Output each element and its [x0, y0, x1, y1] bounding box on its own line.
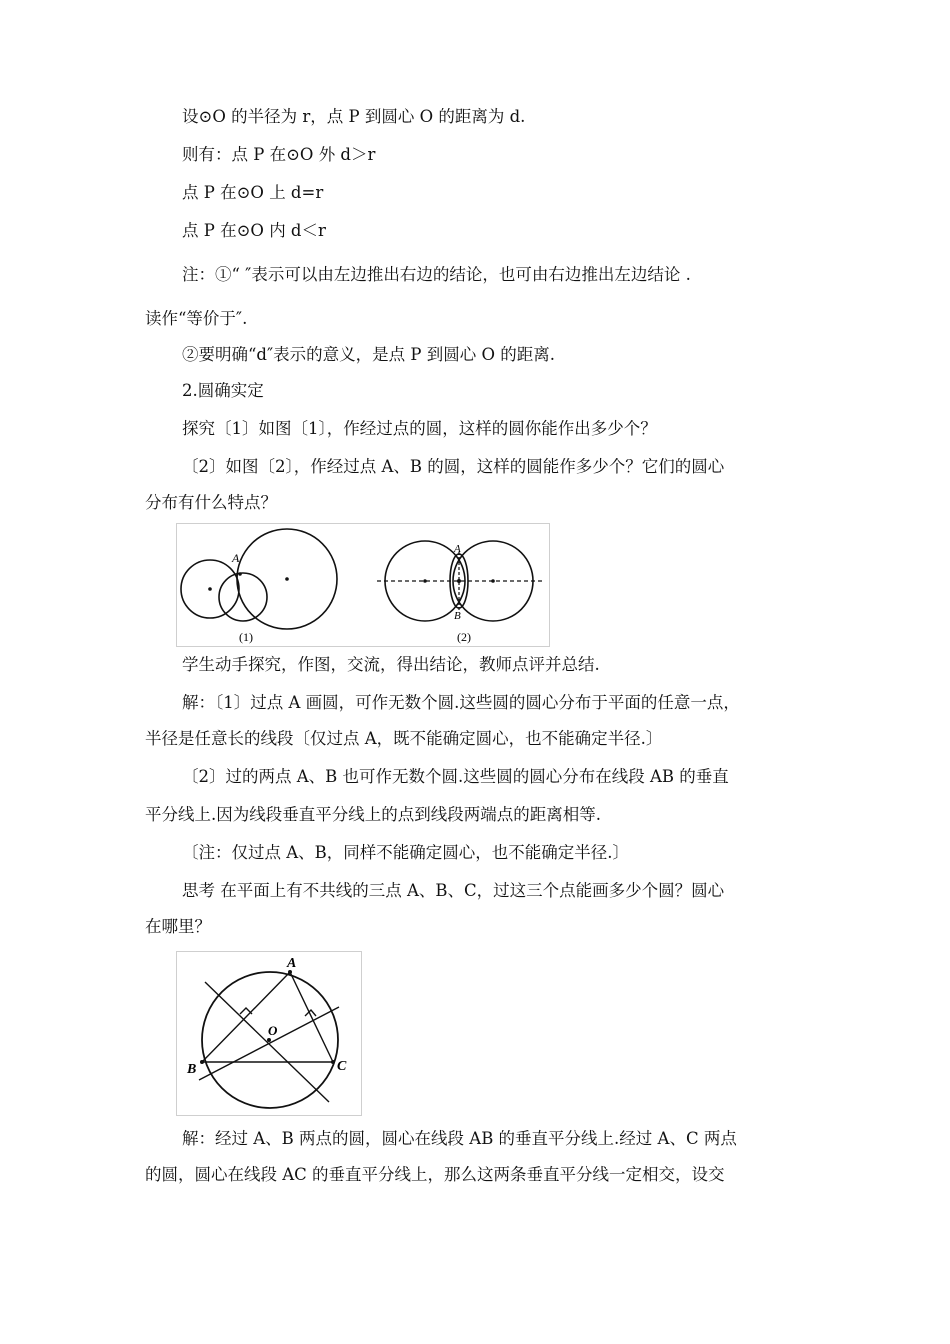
text-line-16: 平分线上.因为线段垂直平分线上的点到线段两端点的距离相等. [145, 805, 601, 824]
text-line-4: 点 P 在⊙O 内 d＜r [182, 221, 326, 240]
text-line-18: 思考 在平面上有不共线的三点 A、B、C，过这三个点能画多少个圆？圆心 [182, 881, 725, 900]
label-a: A [287, 956, 297, 971]
point-b [200, 1060, 204, 1064]
text-line-14: 半径是任意长的线段〔仅过点 A，既不能确定圆心，也不能确定半径.〕 [145, 729, 663, 748]
text-line-11: 分布有什么特点？ [145, 493, 277, 512]
text-line-21: 的圆，圆心在线段 AC 的垂直平分线上，那么这两条垂直平分线一定相交，设交 [145, 1165, 725, 1184]
label-c: C [337, 1059, 347, 1074]
caption-fig2: (2) [457, 630, 471, 644]
text-line-6: 读作“等价于″. [145, 309, 248, 328]
text-line-19: 在哪里？ [145, 917, 211, 936]
point-c [331, 1060, 335, 1064]
perpendicular-bisector-ab [205, 982, 329, 1102]
text-line-17: 〔注：仅过点 A、B，同样不能确定圆心，也不能确定半径.〕 [182, 843, 630, 862]
point-o [267, 1038, 271, 1042]
figure-1-2-drawing [177, 524, 549, 646]
center-dot-large [285, 577, 289, 581]
center-dot-2-left [423, 579, 427, 583]
text-line-13: 解：〔1〕过点 A 画圆，可作无数个圆.这些圆的圆心分布于平面的任意一点， [182, 693, 740, 712]
right-angle-mark-ab [240, 1008, 252, 1014]
point-a-dot [238, 572, 242, 576]
text-line-1: 设⊙O 的半径为 r，点 P 到圆心 O 的距离为 d. [182, 107, 526, 126]
figure-3-drawing [177, 952, 361, 1115]
text-line-8: 2.圆确实定 [182, 381, 264, 400]
text-line-3: 点 P 在⊙O 上 d=r [182, 183, 324, 202]
text-line-7: ②要明确“d″表示的意义，是点 P 到圆心 O 的距离. [182, 345, 556, 364]
small-circle-middle [219, 573, 267, 621]
text-line-10: 〔2〕如图〔2〕，作经过点 A、B 的圆，这样的圆能作多少个？它们的圆心 [182, 457, 725, 476]
figure-circles-through-points [176, 523, 550, 647]
text-line-5: 注：①“ ″表示可以由左边推出右边的结论，也可由右边推出左边结论 . [182, 265, 691, 284]
label-o: O [268, 1023, 278, 1038]
figure-circumcircle-abc [176, 951, 362, 1116]
label-b-fig2: B [454, 610, 461, 622]
label-b: B [187, 1062, 197, 1077]
text-line-2: 则有：点 P 在⊙O 外 d＞r [182, 145, 376, 164]
center-dot-2-mid [457, 579, 461, 583]
label-a-fig2: A [454, 543, 461, 555]
caption-fig1: (1) [239, 630, 253, 644]
side-ab [202, 972, 290, 1062]
center-dot-2-right [491, 579, 495, 583]
text-line-9: 探究〔1〕如图〔1〕，作经过点的圆，这样的圆你能作出多少个？ [182, 419, 657, 438]
text-line-20: 解：经过 A、B 两点的圆，圆心在线段 AB 的垂直平分线上.经过 A、C 两点 [182, 1129, 737, 1148]
text-line-15: 〔2〕过的两点 A、B 也可作无数个圆.这些圆的圆心分布在线段 AB 的垂直 [182, 767, 729, 786]
label-a-fig1: A [232, 551, 240, 565]
text-line-12: 学生动手探究，作图，交流，得出结论，教师点评并总结. [182, 655, 600, 674]
center-dot-small-left [208, 587, 212, 591]
